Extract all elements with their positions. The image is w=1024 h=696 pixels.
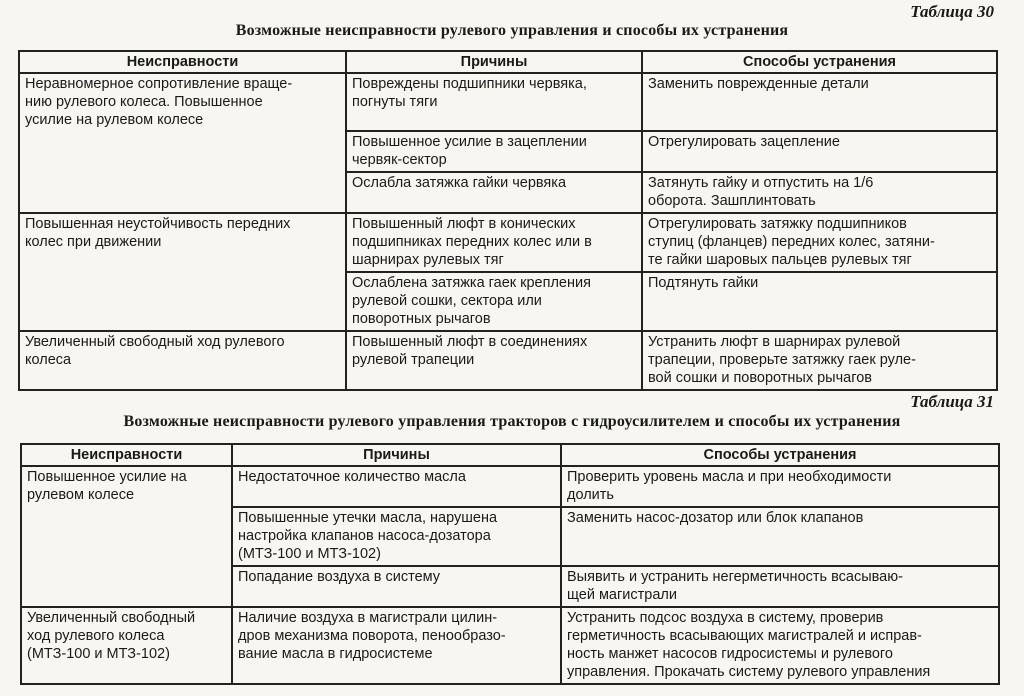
table30: [18, 50, 998, 391]
fix-cell: Отрегулировать затяжку подшипников ступиц (фланцев) передних колес, затяни- те гайки шаровых пальцев рулевых тяг: [642, 213, 997, 272]
cause-cell: Наличие воздуха в магистрали цилин- дров механизма поворота, пенообразо- вание масла в гидросистеме: [232, 607, 561, 684]
table31-header-causes: Причины: [232, 444, 561, 466]
fault-cell: Повышенное усилие на рулевом колесе: [21, 466, 232, 507]
cause-cell: Повышенный люфт в конических подшипниках передних колес или в шарнирах рулевых тяг: [346, 213, 642, 272]
table30-header-row: [19, 51, 997, 73]
fault-cell-continued: [19, 131, 346, 172]
fault-cell-continued: [21, 507, 232, 566]
table31-header-faults: Неисправности: [21, 444, 232, 466]
fault-cell-continued: [19, 272, 346, 331]
table-row: [21, 466, 999, 507]
table31: [20, 443, 1000, 685]
cause-cell: Повышенные утечки масла, нарушена настройка клапанов насоса-дозатора (МТЗ-100 и МТЗ-102): [232, 507, 561, 566]
table31-header-row: [21, 444, 999, 466]
fault-cell: Увеличенный свободный ход рулевого колеса (МТЗ-100 и МТЗ-102): [21, 607, 232, 684]
table-row: [21, 507, 999, 566]
cause-cell: Ослабла затяжка гайки червяка: [346, 172, 642, 213]
fix-cell: Заменить поврежденные детали: [642, 73, 997, 131]
table31-header-fixes: Способы устранения: [561, 444, 999, 466]
fault-cell-continued: [21, 566, 232, 607]
fault-cell: Увеличенный свободный ход рулевого колеса: [19, 331, 346, 390]
fix-cell: Выявить и устранить негерметичность всасываю- щей магистрали: [561, 566, 999, 607]
fix-cell: Устранить люфт в шарнирах рулевой трапеции, проверьте затяжку гаек руле- вой сошки и поворотных рычагов: [642, 331, 997, 390]
table-row: [19, 172, 997, 213]
fix-cell: Устранить подсос воздуха в систему, проверив герметичность всасывающих магистралей и исправ- ность манжет насосов гидросистемы и рулевого управления. Прокачать систему рулевого управления: [561, 607, 999, 684]
fix-cell: Отрегулировать зацепление: [642, 131, 997, 172]
fault-cell: Повышенная неустойчивость передних колес при движении: [19, 213, 346, 272]
cause-cell: Недостаточное количество масла: [232, 466, 561, 507]
fix-cell: Подтянуть гайки: [642, 272, 997, 331]
table30-header-causes: Причины: [346, 51, 642, 73]
cause-cell: Ослаблена затяжка гаек крепления рулевой сошки, сектора или поворотных рычагов: [346, 272, 642, 331]
table30-number: Таблица 30: [910, 2, 994, 21]
table30-header-fixes: Способы устранения: [642, 51, 997, 73]
cause-cell: Попадание воздуха в систему: [232, 566, 561, 607]
table-row: [21, 566, 999, 607]
cause-cell: Повышенное усилие в зацеплении червяк-сектор: [346, 131, 642, 172]
table-row: [19, 213, 997, 272]
table-row: [19, 272, 997, 331]
cause-cell: Повышенный люфт в соединениях рулевой трапеции: [346, 331, 642, 390]
fix-cell: Затянуть гайку и отпустить на 1/6 оборота. Зашплинтовать: [642, 172, 997, 213]
table-row: [19, 331, 997, 390]
table30-header-faults: Неисправности: [19, 51, 346, 73]
table-row: [19, 73, 997, 131]
table31-number: Таблица 31: [910, 392, 994, 411]
fix-cell: Заменить насос-дозатор или блок клапанов: [561, 507, 999, 566]
fix-cell: Проверить уровень масла и при необходимости долить: [561, 466, 999, 507]
fault-cell: Неравномерное сопротивление враще- нию рулевого колеса. Повышенное усилие на рулевом колесе: [19, 73, 346, 131]
table-row: [19, 131, 997, 172]
table30-title: Возможные неисправности рулевого управления и способы их устранения: [235, 22, 789, 39]
table-row: [21, 607, 999, 684]
fault-cell-continued: [19, 172, 346, 213]
cause-cell: Повреждены подшипники червяка, погнуты тяги: [346, 73, 642, 131]
table31-title: Возможные неисправности рулевого управления тракторов с гидроусилителем и способы их устранения: [123, 413, 901, 430]
